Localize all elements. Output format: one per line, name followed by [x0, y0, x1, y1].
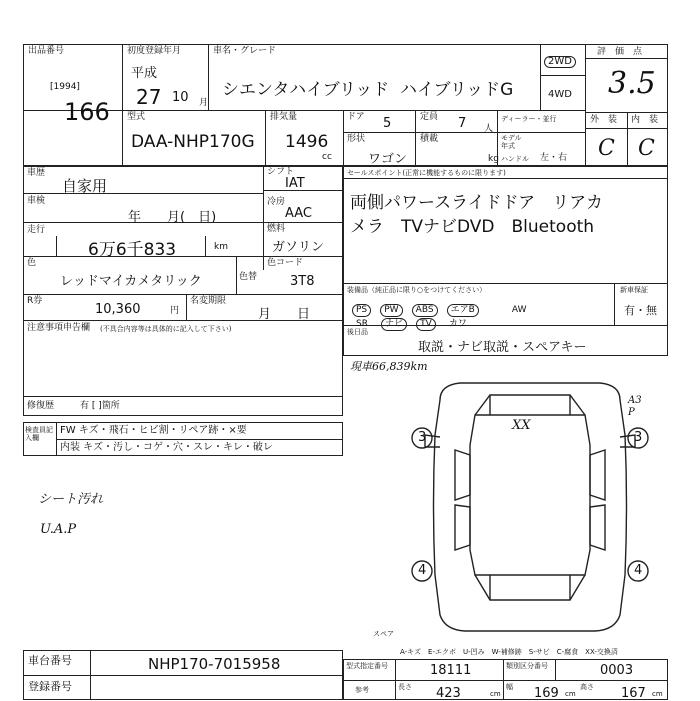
model-year-label: モデル年式 — [501, 134, 522, 150]
sales-label: セールスポイント(正常に機能するものに限ります) — [347, 169, 506, 177]
category-label: 車歴 — [27, 168, 46, 178]
chassis: NHP170-7015958 — [148, 655, 281, 673]
wheel-mark-rl: 4 — [418, 563, 427, 578]
ref-label: 参考 — [355, 686, 369, 694]
inspector-row1: FW キズ・飛石・ヒビ割・リペア跡・×要 — [60, 425, 247, 436]
capacity: 7 — [458, 116, 467, 131]
fuel: ガソリン — [272, 240, 325, 255]
displacement: 1496 — [285, 132, 329, 152]
recycle-unit: 円 — [170, 306, 180, 316]
equip-aw: AW — [511, 305, 527, 315]
color: レッドマイカメタリック — [60, 274, 202, 289]
fuel-label: 燃料 — [267, 224, 286, 234]
repaint-label: 色替 — [239, 272, 258, 282]
equip-navi: ナビ — [381, 318, 407, 331]
equip-abs: ABS — [412, 304, 438, 317]
length: 423 — [436, 686, 461, 701]
era: 平成 — [131, 66, 158, 81]
score: 3.5 — [608, 66, 656, 101]
shift-label: シフト — [267, 167, 295, 177]
handle-label: ハンドル — [501, 155, 529, 163]
spare-label: スペア — [373, 630, 394, 638]
drive-4wd: 4WD — [548, 89, 572, 100]
door-label: ドア — [347, 112, 365, 122]
capacity-unit: 人 — [484, 124, 494, 134]
disp-label: 排気量 — [270, 112, 298, 122]
mark-p: P — [628, 407, 635, 418]
equipment-label: 装備品（純正品に限り○をつけてください） — [347, 286, 487, 294]
ac-label: 冷房 — [267, 197, 286, 207]
height-unit: cm — [652, 690, 663, 698]
name-label: 車名・グレード — [213, 46, 277, 56]
damage-legend: A-キズ E-エクボ U-凹み W-補修跡 S-サビ C-腐食 XX-交換済 — [400, 648, 618, 656]
inspection-label: 車検 — [27, 196, 46, 206]
shift: IAT — [285, 176, 305, 191]
shape-label: 形状 — [347, 134, 366, 144]
mark-xx: XX — [512, 418, 531, 433]
new-car-label: 新車保証 — [620, 286, 648, 294]
wheel-mark-rr: 4 — [634, 563, 643, 578]
equip-leather: カワ — [448, 319, 467, 329]
color-code-label: 色コード — [267, 258, 304, 268]
drive-2wd: 2WD — [544, 56, 576, 68]
car-diagram — [400, 375, 660, 640]
equipment-row2 — [352, 311, 475, 331]
handle-value: 左・右 — [540, 153, 568, 163]
width-label: 幅 — [506, 683, 513, 691]
mileage: 6万6千833 — [88, 240, 177, 260]
notes-label: 注意事項申告欄 — [27, 323, 91, 333]
int-label: 内 装 — [631, 115, 659, 125]
length-unit: cm — [490, 690, 501, 698]
wheel-mark-fl: 3 — [418, 430, 427, 445]
notes-sub: (不具合内容等は具体的に記入して下さい) — [100, 325, 232, 333]
chassis-label: 車台番号 — [28, 654, 72, 667]
name-change-label: 名変期限 — [190, 296, 227, 306]
dealer-label: ディーラー・並行 — [501, 115, 557, 123]
width-unit: cm — [565, 690, 576, 698]
first-reg-label: 初度登録年月 — [127, 46, 182, 56]
model-label: 型式 — [127, 112, 146, 122]
ext-grade: C — [598, 136, 615, 161]
type-cert: 18111 — [430, 663, 472, 678]
inspector-label: 検査員記入欄 — [25, 426, 53, 442]
color-code: 3T8 — [290, 274, 315, 289]
class-label: 類別区分番号 — [506, 662, 548, 670]
wheel-mark-fr: 3 — [634, 430, 643, 445]
sales-line1: 両側パワースライドドア リアカ — [350, 193, 603, 213]
recycle-amount: 10,360 — [95, 302, 141, 317]
car-name: シエンタハイブリッド — [222, 80, 390, 100]
year: 27 — [136, 85, 162, 109]
equip-ps: PS — [352, 304, 371, 317]
lot-number: 166 — [64, 98, 110, 126]
model: DAA-NHP170G — [131, 132, 255, 152]
reg-label: 登録番号 — [28, 680, 72, 693]
equip-tv: TV — [416, 318, 436, 331]
category: 自家用 — [62, 177, 108, 195]
equip-pw: PW — [380, 304, 402, 317]
mark-a3: A3 — [628, 395, 642, 406]
inspection: 年 月( 日) — [128, 210, 217, 225]
name-change: 月 日 — [258, 307, 311, 322]
lot-sub: [1994] — [50, 82, 80, 92]
ext-label: 外 装 — [590, 115, 618, 125]
length-label: 長さ — [398, 683, 412, 691]
inspector-row2: 内装 キズ・汚し・コゲ・穴・スレ・キレ・破レ — [60, 442, 273, 453]
repair-label: 修復歴 — [27, 401, 55, 411]
current-km-note: 現車66,839km — [350, 360, 428, 373]
shape: ワゴン — [368, 152, 408, 167]
month: 10 — [172, 90, 189, 105]
class-no: 0003 — [600, 663, 634, 678]
grade: ハイブリッドG — [400, 80, 514, 100]
lot-label: 出品番号 — [28, 46, 65, 56]
disp-unit: cc — [322, 152, 332, 162]
recycle-label: R券 — [27, 296, 43, 306]
sales-line2: メラ TVナビDVD Bluetooth — [350, 217, 595, 237]
aftermarket-value: 取説・ナビ取説・スペアキー — [418, 340, 587, 355]
score-label: 評 価 点 — [597, 47, 643, 57]
int-grade: C — [638, 136, 655, 161]
mileage-label: 走行 — [27, 225, 46, 235]
mileage-unit: km — [214, 242, 228, 252]
width: 169 — [534, 686, 559, 701]
type-cert-label: 型式指定番号 — [346, 662, 388, 670]
ac: AAC — [285, 206, 312, 221]
month-unit: 月 — [199, 98, 209, 108]
equip-airbag: エアB — [447, 304, 479, 317]
new-car: 有・無 — [624, 304, 657, 317]
load-unit: kg — [488, 154, 499, 164]
repair-value: 有 [ ]箇所 — [80, 401, 120, 411]
load-label: 積載 — [420, 134, 439, 144]
equip-sr: SR — [356, 319, 368, 329]
color-label: 色 — [27, 258, 37, 268]
handwritten-note-1: シート汚れ — [38, 492, 104, 507]
aftermarket-label: 後日品 — [347, 328, 368, 336]
doors: 5 — [383, 116, 392, 131]
height-label: 高さ — [580, 683, 594, 691]
capacity-label: 定員 — [420, 112, 439, 122]
height: 167 — [621, 686, 646, 701]
handwritten-note-2: U.A.P — [40, 522, 77, 537]
left-frame — [23, 166, 343, 416]
